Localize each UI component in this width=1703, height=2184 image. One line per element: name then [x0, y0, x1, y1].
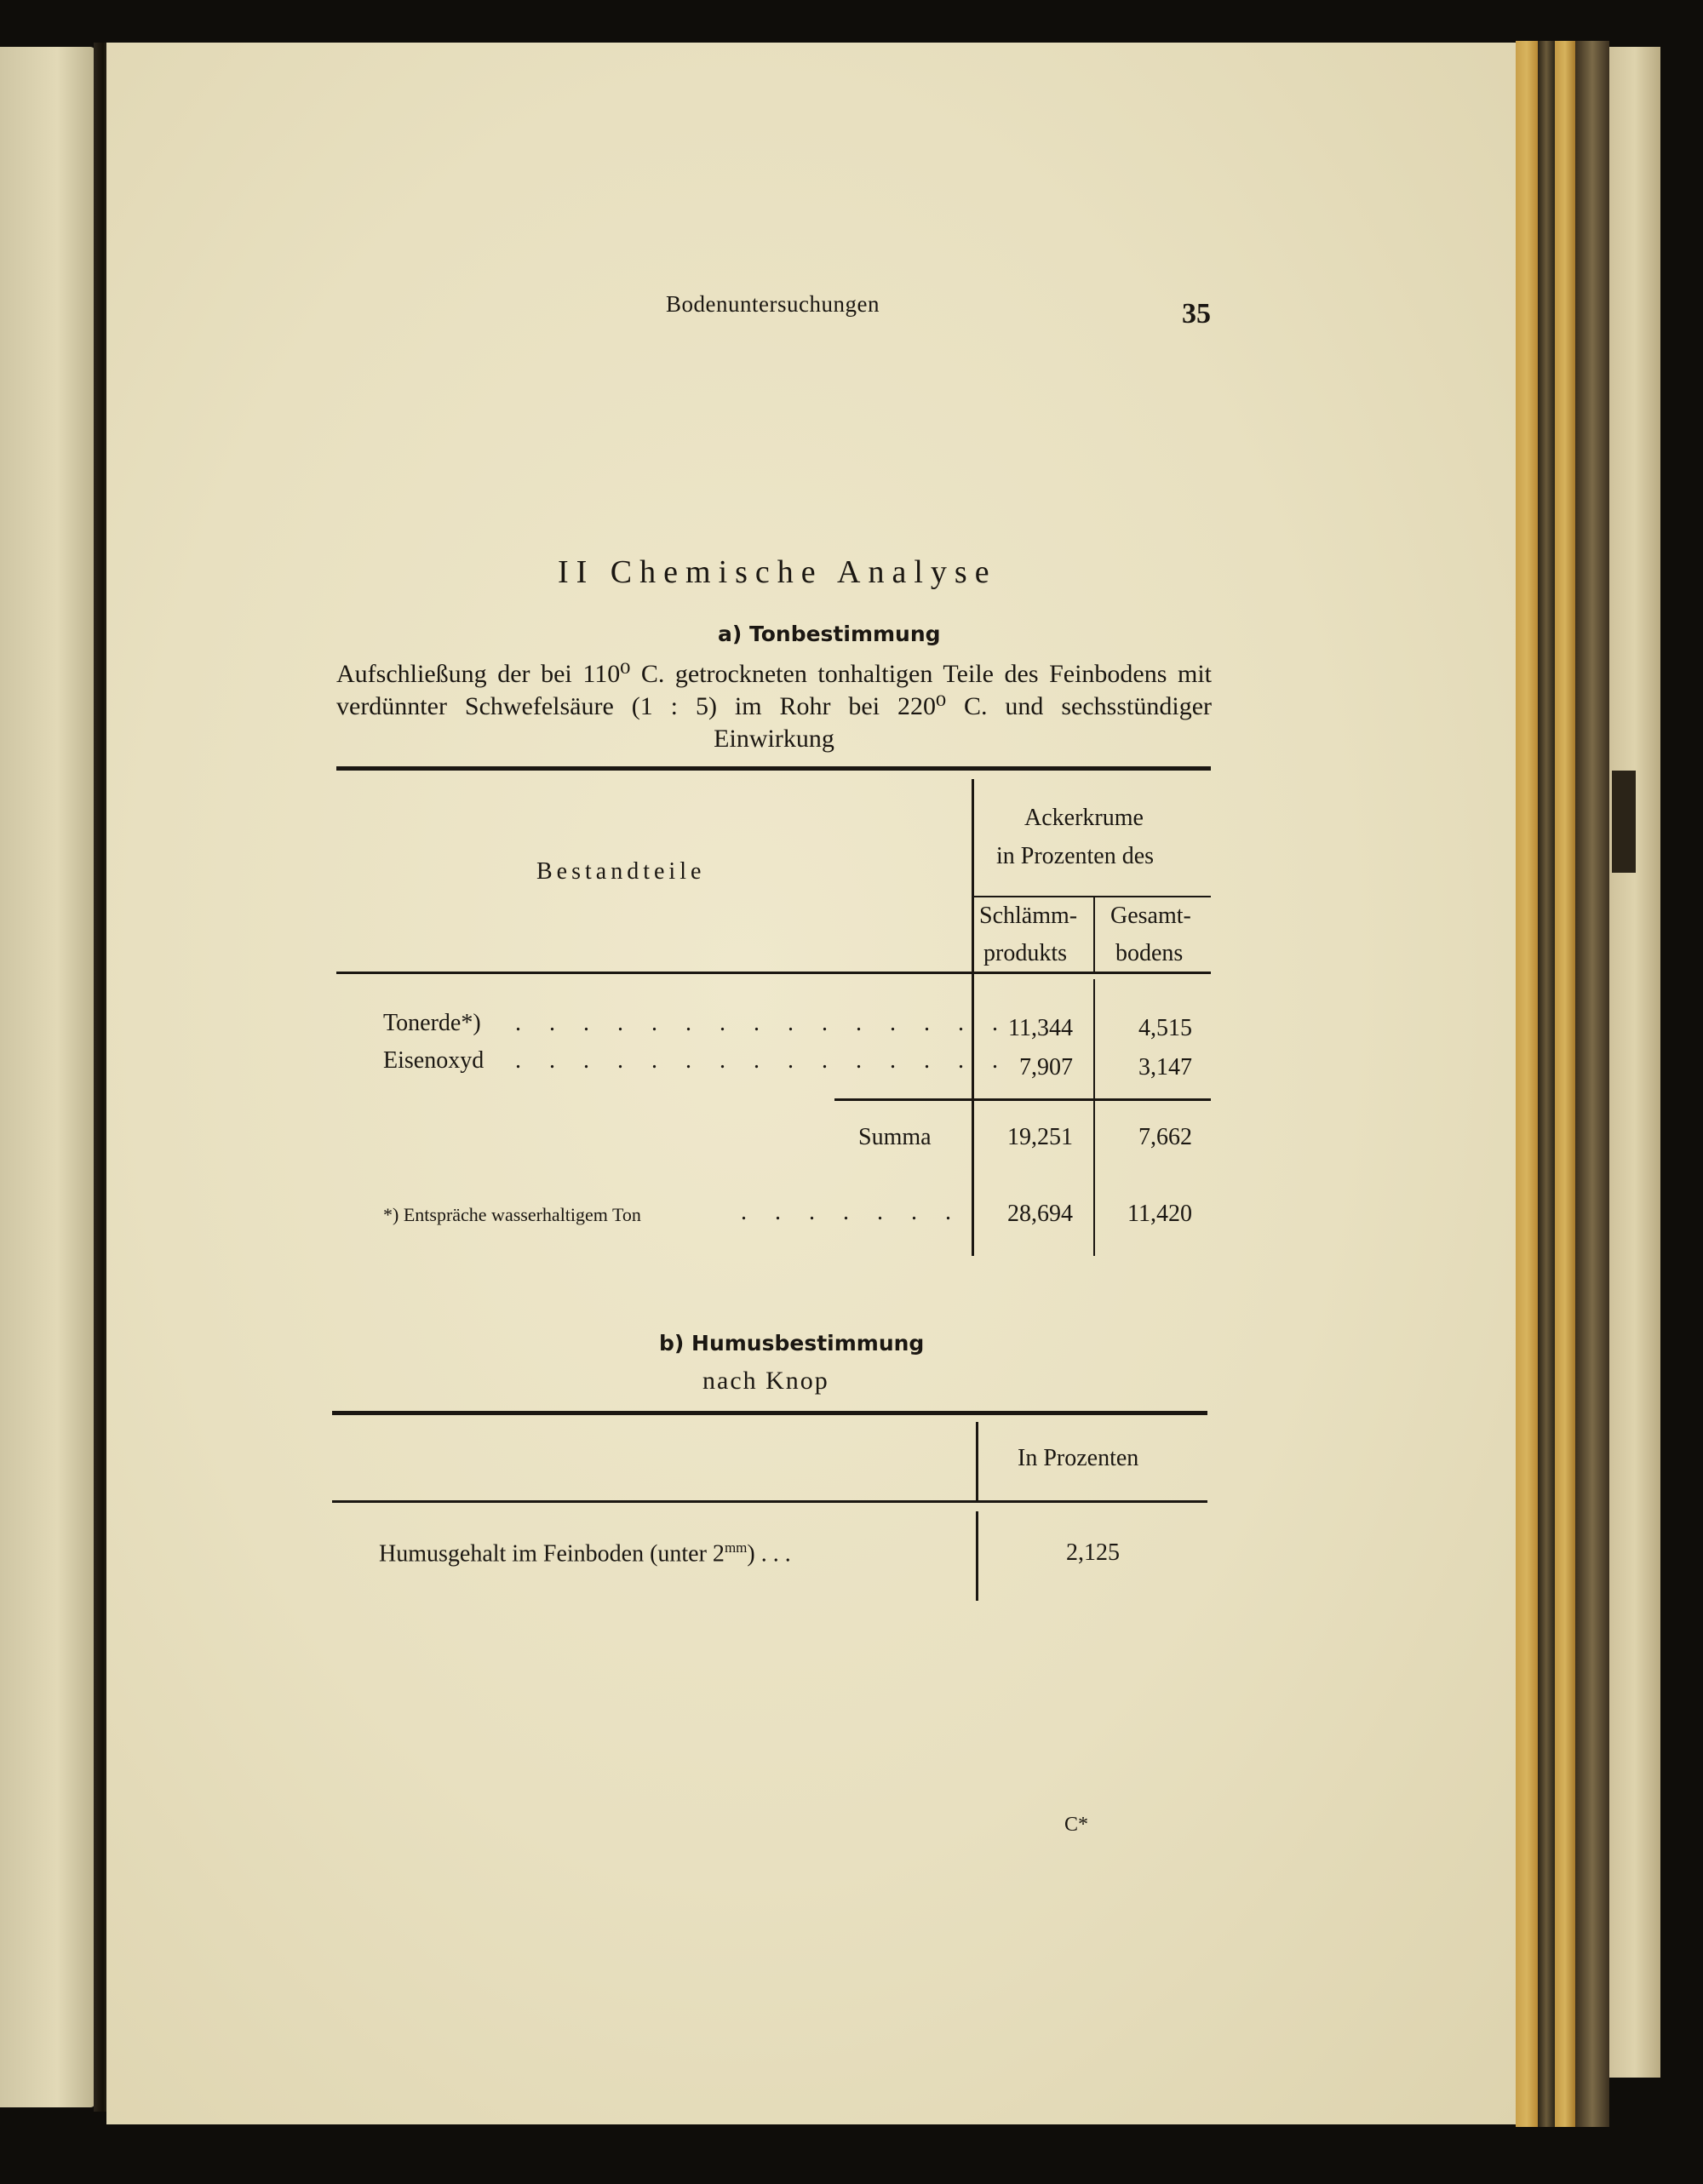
bookmark-tab [1612, 771, 1636, 873]
footnote-label: *) Entspräche wasserhaltigem Ton [383, 1204, 641, 1225]
method-subtitle: nach Knop [702, 1367, 829, 1395]
sum-value: 7,662 [1138, 1124, 1192, 1150]
column-header-prozenten: In Prozenten [1018, 1445, 1139, 1471]
humus-row-label: Humusgehalt im Feinboden (unter $2^{mm}$) . . . [379, 1539, 791, 1568]
column-divider [976, 1511, 978, 1601]
page-edges-shadow [1538, 41, 1555, 2127]
book-cover [1609, 47, 1660, 2078]
subheader-produkts: produkts [983, 940, 1067, 966]
footnote-value: 11,420 [1127, 1201, 1192, 1227]
method-description: Aufschließung der bei 110⁰ C. getrockneten tonhaltigen Teile des Feinbodens mit verdünnter Schwefelsäure (1 : 5) im Rohr bei 220⁰ C. und sechsstündiger Einwirkung [336, 660, 1212, 753]
section-title: II Chemische Analyse [558, 554, 997, 590]
heading-tonbestimmung: a) Tonbestimmung [718, 622, 941, 646]
humus-value: 2,125 [1066, 1539, 1120, 1566]
sum-value: 19,251 [1007, 1124, 1073, 1150]
subheader-rule [973, 896, 1211, 897]
leader-dots: . . . . . . . . . . . . . . . [515, 1047, 1009, 1074]
sum-label: Summa [858, 1124, 932, 1150]
group-header-sub: in Prozenten des [996, 843, 1155, 869]
table-row-label: Tonerde*) [383, 1010, 481, 1036]
table-header-rule [336, 972, 1211, 974]
column-divider [976, 1422, 978, 1500]
leader-dots: . . . . . . . [741, 1199, 962, 1225]
table-cell-value: 7,907 [1019, 1054, 1073, 1081]
table-cell-value: 3,147 [1138, 1054, 1192, 1081]
table-top-rule [332, 1411, 1207, 1415]
table-cell-value: 4,515 [1138, 1015, 1192, 1041]
left-page-edge [0, 47, 95, 2107]
sum-rule [834, 1098, 1211, 1101]
page-edges [1516, 41, 1538, 2127]
page [106, 43, 1520, 2124]
subheader-gesamt: Gesamt- [1110, 903, 1191, 929]
table-row-label: Eisenoxyd [383, 1047, 485, 1074]
column-header-bestandteile: Bestandteile [536, 858, 706, 885]
table-header-rule [332, 1500, 1207, 1503]
heading-humusbestimmung: b) Humusbestimmung [659, 1331, 925, 1356]
subcolumn-divider [1093, 897, 1095, 973]
leader-dots: . . . . . . . . . . . . . . . [515, 1010, 1009, 1036]
table-top-rule [336, 766, 1211, 771]
table-cell-value: 11,344 [1008, 1015, 1073, 1041]
page-number: 35 [1182, 298, 1211, 330]
subheader-schlaemm: Schlämm- [979, 903, 1078, 929]
page-edges [1555, 41, 1575, 2127]
footnote-value: 28,694 [1007, 1201, 1073, 1227]
subheader-bodens: bodens [1115, 940, 1184, 966]
running-head: Bodenuntersuchungen [666, 291, 880, 317]
signature-mark: C* [1064, 1814, 1089, 1836]
group-header: Ackerkrume [1024, 805, 1144, 831]
book-cover-edge [1575, 41, 1609, 2127]
